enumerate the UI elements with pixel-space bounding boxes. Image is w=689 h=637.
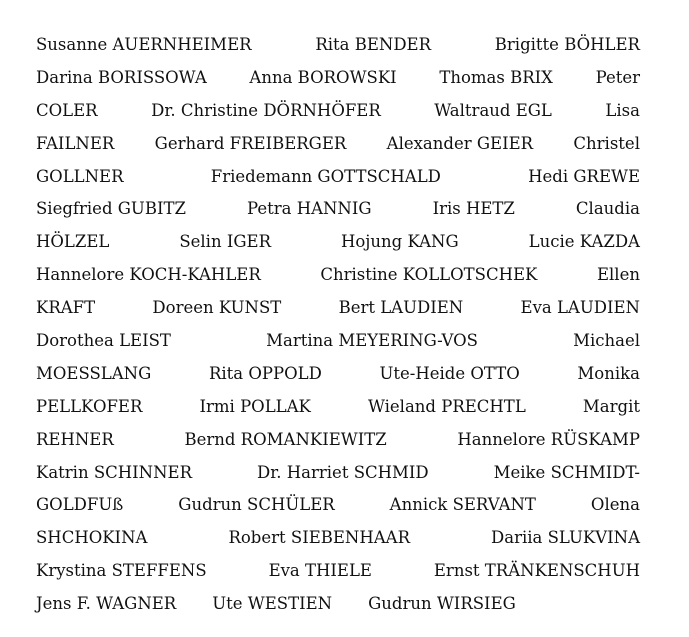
name-entry: Krystina STEFFENS [36, 561, 207, 581]
name-entry: Peter [595, 67, 640, 87]
name-entry: Anna BOROWSKI [249, 67, 397, 87]
name-entry: Gudrun WIRSIEG [368, 594, 516, 614]
name-entry: Annick SERVANT [389, 495, 536, 515]
name-entry: GOLLNER [36, 166, 124, 186]
text-line [36, 522, 640, 555]
name-entry: Petra HANNIG [246, 199, 372, 219]
name-entry: Robert SIEBENHAAR [228, 528, 411, 548]
name-entry: Meike SCHMIDT- [493, 462, 640, 482]
name-list-text [36, 29, 640, 621]
name-entry: Lucie KAZDA [528, 232, 640, 252]
name-entry: Eva THIELE [268, 561, 372, 581]
name-entry: Dr. Harriet SCHMID [256, 462, 429, 482]
name-entry: Hojung KANG [340, 232, 459, 252]
name-entry: Martina MEYERING-VOS [266, 331, 478, 351]
text-line [36, 193, 640, 226]
text-line [36, 226, 640, 259]
name-entry: Siegfried GUBITZ [36, 199, 186, 219]
name-entry: Olena [590, 495, 640, 515]
name-entry: Lisa [605, 100, 640, 120]
name-entry: Hedi GREWE [528, 166, 640, 186]
name-entry: Dr. Christine DÖRNHÖFER [151, 100, 381, 120]
text-line [36, 457, 640, 490]
name-entry: Dariia SLUKVINA [491, 528, 640, 548]
name-entry: FAILNER [36, 133, 115, 153]
name-entry: Bert LAUDIEN [338, 298, 464, 318]
text-line [36, 325, 640, 358]
name-entry: Katrin SCHINNER [36, 462, 193, 482]
name-entry: Christel [573, 133, 640, 153]
name-entry: HÖLZEL [36, 232, 110, 252]
text-line [36, 391, 640, 424]
name-entry: Gerhard FREIBERGER [154, 133, 347, 153]
name-entry: Bernd ROMANKIEWITZ [184, 429, 387, 449]
text-line [36, 489, 640, 522]
text-line [36, 161, 640, 194]
name-entry: Hannelore RÜSKAMP [457, 429, 640, 449]
text-line [36, 292, 640, 325]
name-entry: Claudia [575, 199, 640, 219]
name-entry: Michael [573, 331, 640, 351]
name-entry: Doreen KUNST [152, 298, 282, 318]
name-entry: Brigitte BÖHLER [494, 35, 640, 54]
text-line [36, 259, 640, 292]
name-entry: Ellen [596, 265, 640, 285]
name-entry: Jens F. WAGNER [36, 594, 177, 614]
name-entry: Monika [577, 363, 640, 383]
name-entry: Rita BENDER [315, 35, 432, 54]
name-entry: Hannelore KOCH-KAHLER [36, 265, 261, 285]
text-line [36, 29, 640, 62]
name-entry: Dorothea LEIST [36, 331, 171, 351]
name-entry: Christine KOLLOTSCHEK [320, 265, 538, 285]
name-entry: Ernst TRÄNKENSCHUH [433, 561, 640, 581]
name-entry: GOLDFUß [36, 495, 124, 515]
name-entry: REHNER [36, 429, 114, 449]
text-line [36, 358, 640, 391]
name-entry: Gudrun SCHÜLER [178, 495, 335, 515]
name-entry: Darina BORISSOWA [36, 67, 207, 87]
text-line [36, 95, 640, 128]
text-line [36, 588, 640, 621]
name-entry: Eva LAUDIEN [520, 298, 640, 318]
text-line [36, 555, 640, 588]
name-entry: Waltraud EGL [434, 100, 552, 120]
text-line [36, 62, 640, 95]
name-entry: Iris HETZ [432, 199, 515, 219]
name-entry: Susanne AUERNHEIMER [36, 35, 252, 54]
name-entry: MOESSLANG [36, 363, 152, 383]
name-entry: Irmi POLLAK [199, 396, 311, 416]
name-entry: Ute-Heide OTTO [379, 363, 520, 383]
name-entry: Alexander GEIER [386, 133, 534, 153]
text-line [36, 128, 640, 161]
name-entry: Friedemann GOTTSCHALD [210, 166, 441, 186]
text-line [36, 424, 640, 457]
name-entry: Thomas BRIX [439, 67, 553, 87]
name-entry: Wieland PRECHTL [367, 396, 526, 416]
name-entry: Margit [582, 396, 640, 416]
name-entry: Selin IGER [179, 232, 271, 252]
name-entry: COLER [36, 100, 98, 120]
name-entry: KRAFT [36, 298, 96, 318]
name-entry: Ute WESTIEN [212, 594, 333, 614]
name-entry: Rita OPPOLD [208, 363, 322, 383]
name-entry: SHCHOKINA [36, 528, 148, 548]
name-entry: PELLKOFER [36, 396, 143, 416]
